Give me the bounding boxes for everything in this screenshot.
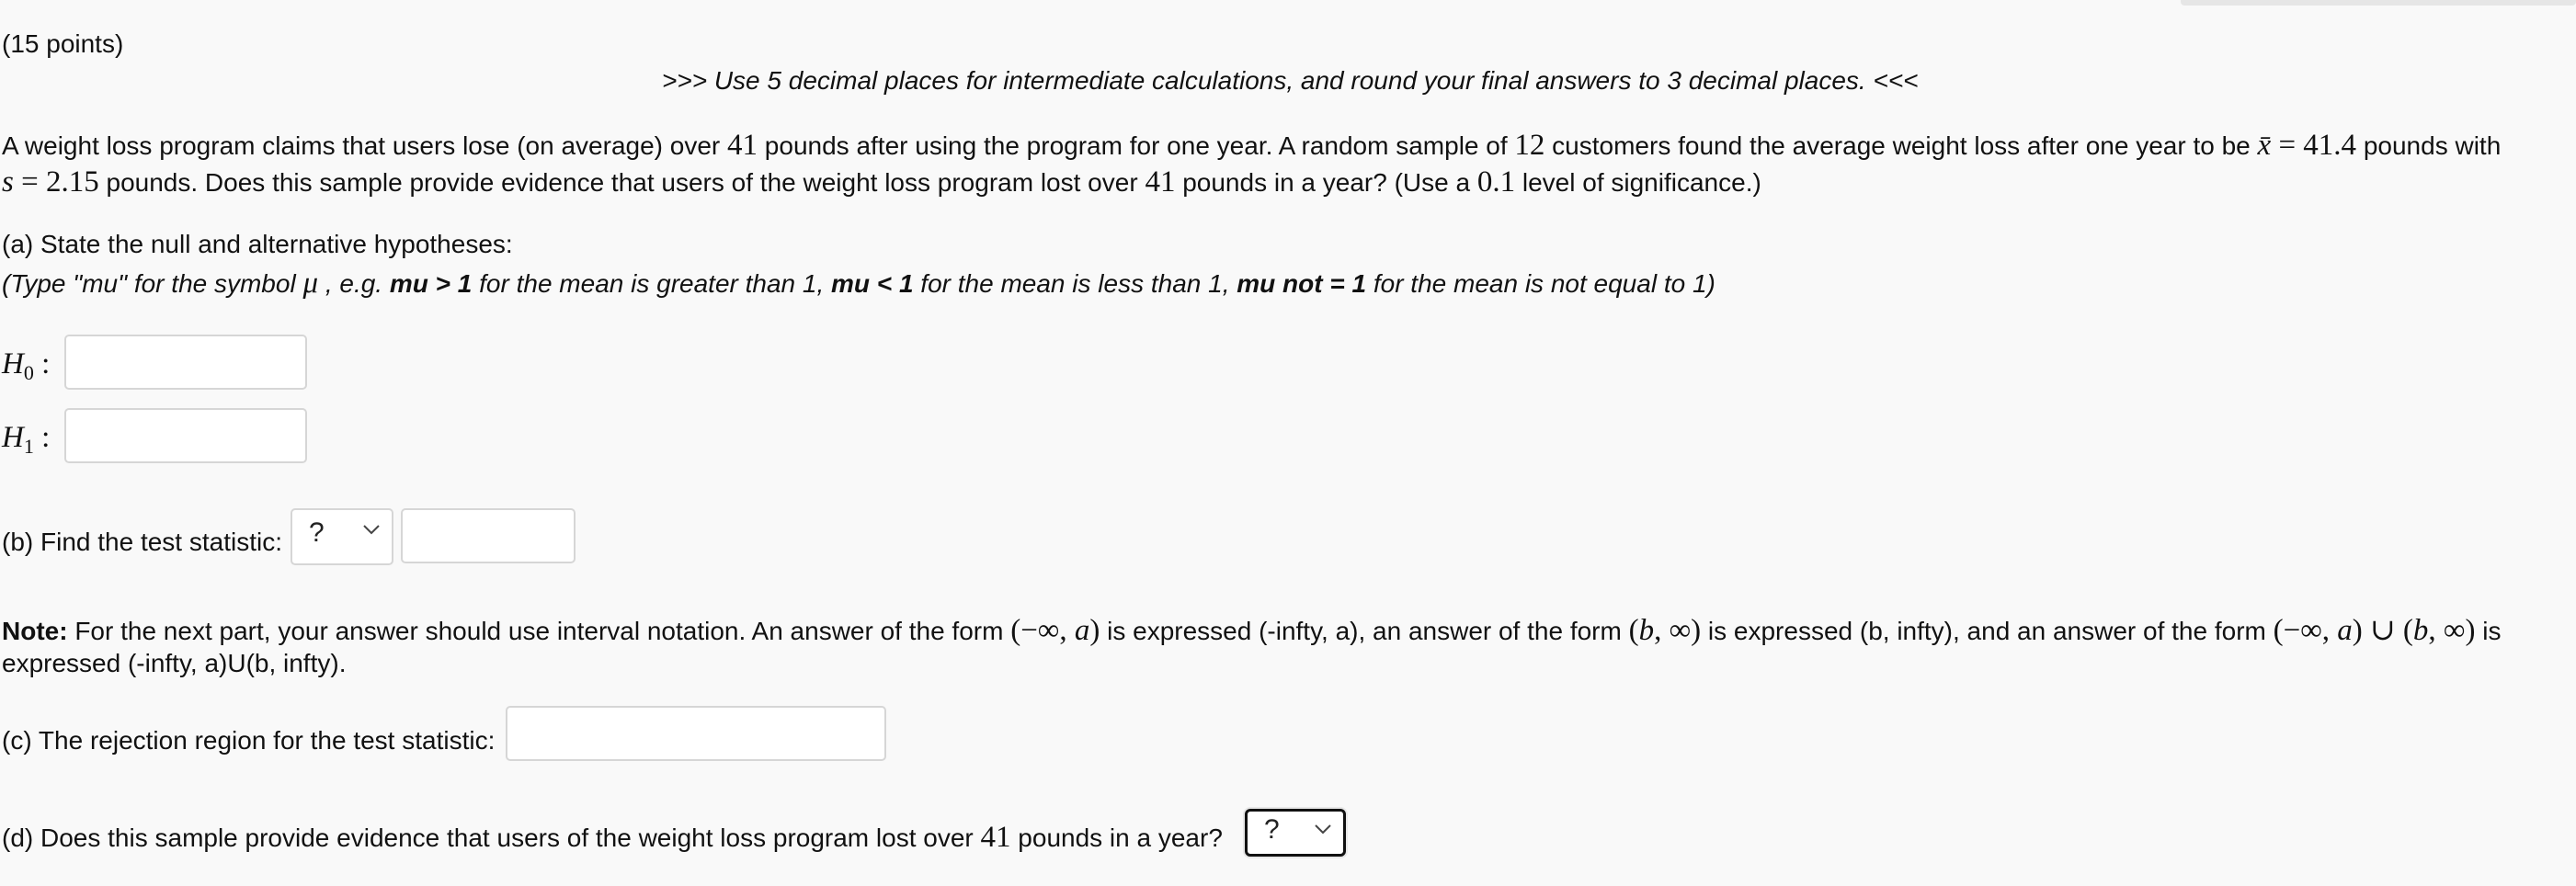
test-statistic-select[interactable]: ?: [291, 508, 393, 565]
h1-label: $H_1$ :: [2, 421, 51, 458]
part-a-label: (a) State the null and alternative hypotheses:: [2, 230, 513, 258]
part-a-hint: (Type "mu" for the symbol μ , e.g. mu > 1 for the mean is greater than 1, mu < 1 for the mean is less than 1, mu not = 1 for the mean is not equal to 1): [2, 267, 1715, 300]
scroll-indicator: [2181, 0, 2576, 6]
part-d-label: (d) Does this sample provide evidence that users of the weight loss program lost over 41 pounds in a year?: [2, 821, 1223, 854]
part-c-label: (c) The rejection region for the test statistic:: [2, 726, 496, 755]
part-b-label: (b) Find the test statistic:: [2, 528, 282, 556]
note-line-1: Note: For the next part, your answer should use interval notation. An answer of the form (−∞, a) is expressed (-infty, a), an answer of the form (b, ∞) is expressed (b, infty), and an answer of the form (−∞, a) ∪ (b, ∞) is: [2, 614, 2502, 647]
instruction-text: >>> Use 5 decimal places for intermediate calculations, and round your final answers to 3 decimal places. <<<: [662, 66, 1919, 95]
h0-input[interactable]: [64, 335, 307, 390]
h1-input[interactable]: [64, 408, 307, 463]
problem-line-1: A weight loss program claims that users lose (on average) over 41 pounds after using the program for one year. A random sample of 12 customers found the average weight loss after one year to be x̄ = 41.4 pounds with: [2, 129, 2502, 162]
evidence-select[interactable]: ?: [1245, 809, 1346, 857]
note-line-2: expressed (-infty, a)U(b, infty).: [2, 649, 347, 677]
chevron-down-icon: [362, 523, 381, 536]
chevron-down-icon: [1314, 823, 1332, 835]
h0-label: $H_0$ :: [2, 347, 51, 384]
rejection-region-input[interactable]: [506, 706, 886, 761]
points-label: (15 points): [2, 29, 124, 58]
test-statistic-input[interactable]: [401, 508, 576, 563]
problem-line-2: s = 2.15 pounds. Does this sample provide evidence that users of the weight loss program lost over 41 pounds in a year? (Use a 0.1 level of significance.): [2, 165, 1761, 199]
